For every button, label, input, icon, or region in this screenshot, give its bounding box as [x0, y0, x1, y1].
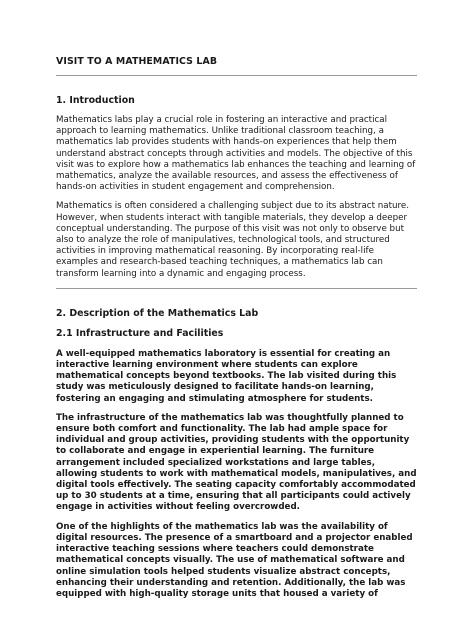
intro-paragraph-1: Mathematics labs play a crucial role in fostering an interactive and practical approach to learning mathematics. Unlike traditional classroom teaching, a mathematics lab provides students with hands-on experiences that help them understand abstract concepts through activities and models. The objective of this visit was to explore how a mathematics lab enhances the teaching and learning of mathematics, analyze the available resources, and assess the effectiveness of hands-on activities in student engagement and comprehension. [56, 115, 416, 193]
intro-heading: 1. Introduction [56, 95, 135, 106]
description-paragraph-3: One of the highlights of the mathematics lab was the availability of digital resources. The presence of a smartboard and a projector enabled interactive teaching sessions where teachers could demonstrate mathematical concepts visually. The use of mathematical software and online simulation tools helped students visualize abstract concepts, enhancing their understanding and retention. Additionally, the lab was equipped with high-quality storage units that housed a variety of [56, 521, 413, 599]
title-divider [56, 75, 417, 76]
infrastructure-subheading: 2.1 Infrastructure and Facilities [56, 327, 224, 339]
description-heading: 2. Description of the Mathematics Lab [56, 307, 259, 319]
section-divider [56, 288, 417, 289]
description-paragraph-2: The infrastructure of the mathematics lab was thoughtfully planned to ensure both comfort and functionality. The lab had ample space for individual and group activities, providing students with the opportunity to collaborate and engage in experiential learning. The furniture arrangement included specialized workstations and large tables, allowing students to work with mathematical models, manipulatives, and digital tools effectively. The seating capacity comfortably accommodated up to 30 students at a time, ensuring that all participants could actively engage in activities without feeling overcrowded. [56, 412, 417, 513]
description-paragraph-1: A well-equipped mathematics laboratory is essential for creating an interactive learning environment where students can explore mathematical concepts beyond textbooks. The lab visited during this study was meticulously designed to facilitate hands-on learning, fostering an engaging and stimulating atmosphere for students. [56, 348, 397, 404]
document-title: VISIT TO A MATHEMATICS LAB [56, 56, 218, 67]
intro-paragraph-2: Mathematics is often considered a challenging subject due to its abstract nature. However, when students interact with tangible materials, they develop a deeper conceptual understanding. The purpose of this visit was not only to observe but also to analyze the role of manipulatives, technological tools, and structured activities in improving mathematical reasoning. By incorporating real-life examples and research-based teaching techniques, a mathematics lab can transform learning into a dynamic and engaging process. [56, 201, 409, 279]
